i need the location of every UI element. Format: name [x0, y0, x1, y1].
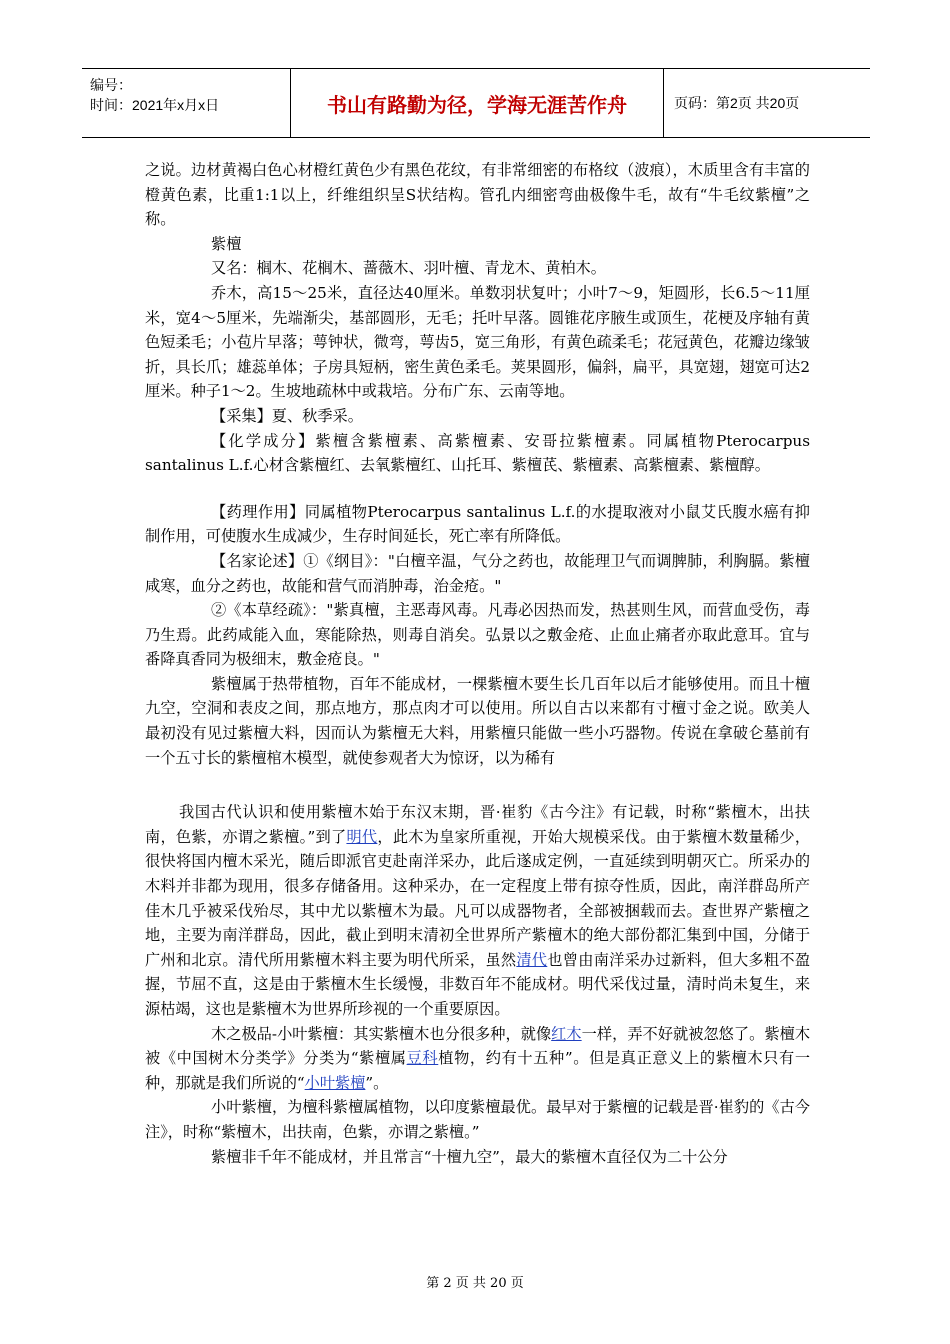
time-label: 时间：2021年x月x日: [90, 97, 220, 113]
paragraph: 小叶紫檀，为檀科紫檀属植物，以印度紫檀最优。最早对于紫檀的记载是晋·崔豹的《古今注》，时称“紫檀木，出扶南，色紫，亦谓之紫檀。”: [145, 1098, 810, 1141]
paragraph: 【采集】夏、秋季采。: [211, 406, 363, 425]
paragraph: 【化学成分】紫檀含紫檀素、高紫檀素、安哥拉紫檀素。同属植物Pterocarpus santalinus L.f.心材含紫檀红、去氧紫檀红、山托耳、紫檀芪、紫檀素、高紫檀素、紫檀醇。: [145, 431, 810, 475]
header-table: [82, 68, 870, 138]
number-label: 编号：: [90, 77, 132, 93]
spacer: [145, 478, 810, 500]
header-page-label: 页码：第2页 共20页: [674, 95, 800, 111]
spacer: [145, 770, 810, 800]
header-meta: [82, 69, 291, 137]
paragraph: 【名家论述】①《纲目》："白檀辛温，气分之药也，故能理卫气而调脾肺，利胸膈。紫檀咸寒，血分之药也，故能和营气而消肿毒，治金疮。": [145, 551, 810, 595]
link-small-leaf-zitan[interactable]: 小叶紫檀: [304, 1073, 366, 1092]
paragraph: 又名：榈木、花榈木、蔷薇木、羽叶檀、青龙木、黄柏木。: [211, 259, 606, 278]
paragraph-heading: 紫檀: [211, 234, 242, 253]
paragraph: 之说。边材黄褐白色心材橙红黄色少有黑色花纹，有非常细密的布格纹（波痕），木质里含有丰富的橙黄色素，比重1:1以上，纤维组织呈S状结构。管孔内细密弯曲极像牛毛，故有“牛毛纹紫檀”之称。: [145, 161, 810, 229]
paragraph: ②《本草经疏》："紫真檀，主恶毒风毒。凡毒必因热而发，热甚则生风，而营血受伤，毒乃生焉。此药咸能入血，寒能除热，则毒自消矣。弘景以之敷金疮、止血止痛者亦取此意耳。宜与番降真香同为极细末，敷金疮良。": [145, 601, 810, 669]
paragraph: 紫檀非千年不能成材，并且常言“十檀九空”，最大的紫檀木直径仅为二十公分: [211, 1147, 728, 1166]
page-footer: 第 2 页 共 20 页: [426, 1276, 524, 1291]
link-hongmu[interactable]: 红木: [551, 1024, 582, 1043]
header-motto: 书山有路勤为径，学海无涯苦作舟: [291, 69, 664, 137]
paragraph: 【药理作用】同属植物Pterocarpus santalinus L.f.的水提取液对小鼠艾氏腹水癌有抑制作用，可使腹水生成减少，生存时间延长，死亡率有所降低。: [145, 502, 810, 546]
link-legume-family[interactable]: 豆科: [406, 1049, 439, 1068]
link-qing-dynasty[interactable]: 清代: [516, 950, 548, 969]
paragraph: 紫檀属于热带植物，百年不能成材，一棵紫檀木要生长几百年以后才能够使用。而且十檀九空，空洞和表皮之间，那点地方，那点肉才可以使用。所以自古以来都有寸檀寸金之说。欧美人最初没有见过紫檀大料，因而认为紫檀无大料，用紫檀只能做一些小巧器物。传说在拿破仑墓前有一个五寸长的紫檀棺木模型，就使参观者大为惊讶，以为稀有: [145, 674, 810, 767]
link-ming-dynasty[interactable]: 明代: [346, 827, 378, 846]
document-body: [145, 158, 810, 1169]
paragraph: 我国古代认识和使用紫檀木始于东汉末期，晋·崔豹《古今注》有记载，时称“紫檀木，出扶南，色紫，亦谓之紫檀。”到了明代，此木为皇家所重视，开始大规模采伐。由于紫檀木数量稀少，很快将国内檀木采光，随后即派官吏赴南洋采办，此后遂成定例，一直延续到明朝灭亡。所采办的木料并非都为现用，很多存储备用。这种采办，在一定程度上带有掠夺性质，因此，南洋群岛所产佳木几乎被采伐殆尽，其中尤以紫檀木为最。凡可以成器物者，全部被捆载而去。查世界产紫檀之地，主要为南洋群岛，因此，截止到明末清初全世界所产紫檀木的绝大部份都汇集到中国，分储于广州和北京。清代所用紫檀木料主要为明代所采，虽然清代也曾由南洋采办过新料，但大多粗不盈握，节屈不直，这是由于紫檀木生长缓慢，非数百年不能成材。明代采伐过量，清时尚未复生，来源枯竭，这也是紫檀木为世界所珍视的一个重要原因。: [145, 803, 811, 1018]
paragraph: 木之极品-小叶紫檀：其实紫檀木也分很多种，就像红木一样，弄不好就被忽悠了。紫檀木被《中国树木分类学》分类为“紫檀属豆科植物，约有十五种”。但是真正意义上的紫檀木只有一种，那就是我们所说的“小叶紫檀”。: [145, 1024, 811, 1092]
paragraph: 乔木，高15～25米，直径达40厘米。单数羽状复叶；小叶7～9，矩圆形，长6.5～11厘米，宽4～5厘米，先端渐尖，基部圆形，无毛；托叶早落。圆锥花序腋生或顶生，花梗及序轴有黄色短柔毛；小苞片早落；萼钟状，微弯，萼齿5，宽三角形，有黄色疏柔毛；花冠黄色，花瓣边缘皱折，具长爪；雄蕊单体；子房具短柄，密生黄色柔毛。荚果圆形，偏斜，扁平，具宽翅，翅宽可达2厘米。种子1～2。生坡地疏林中或栽培。分布广东、云南等地。: [145, 283, 810, 401]
